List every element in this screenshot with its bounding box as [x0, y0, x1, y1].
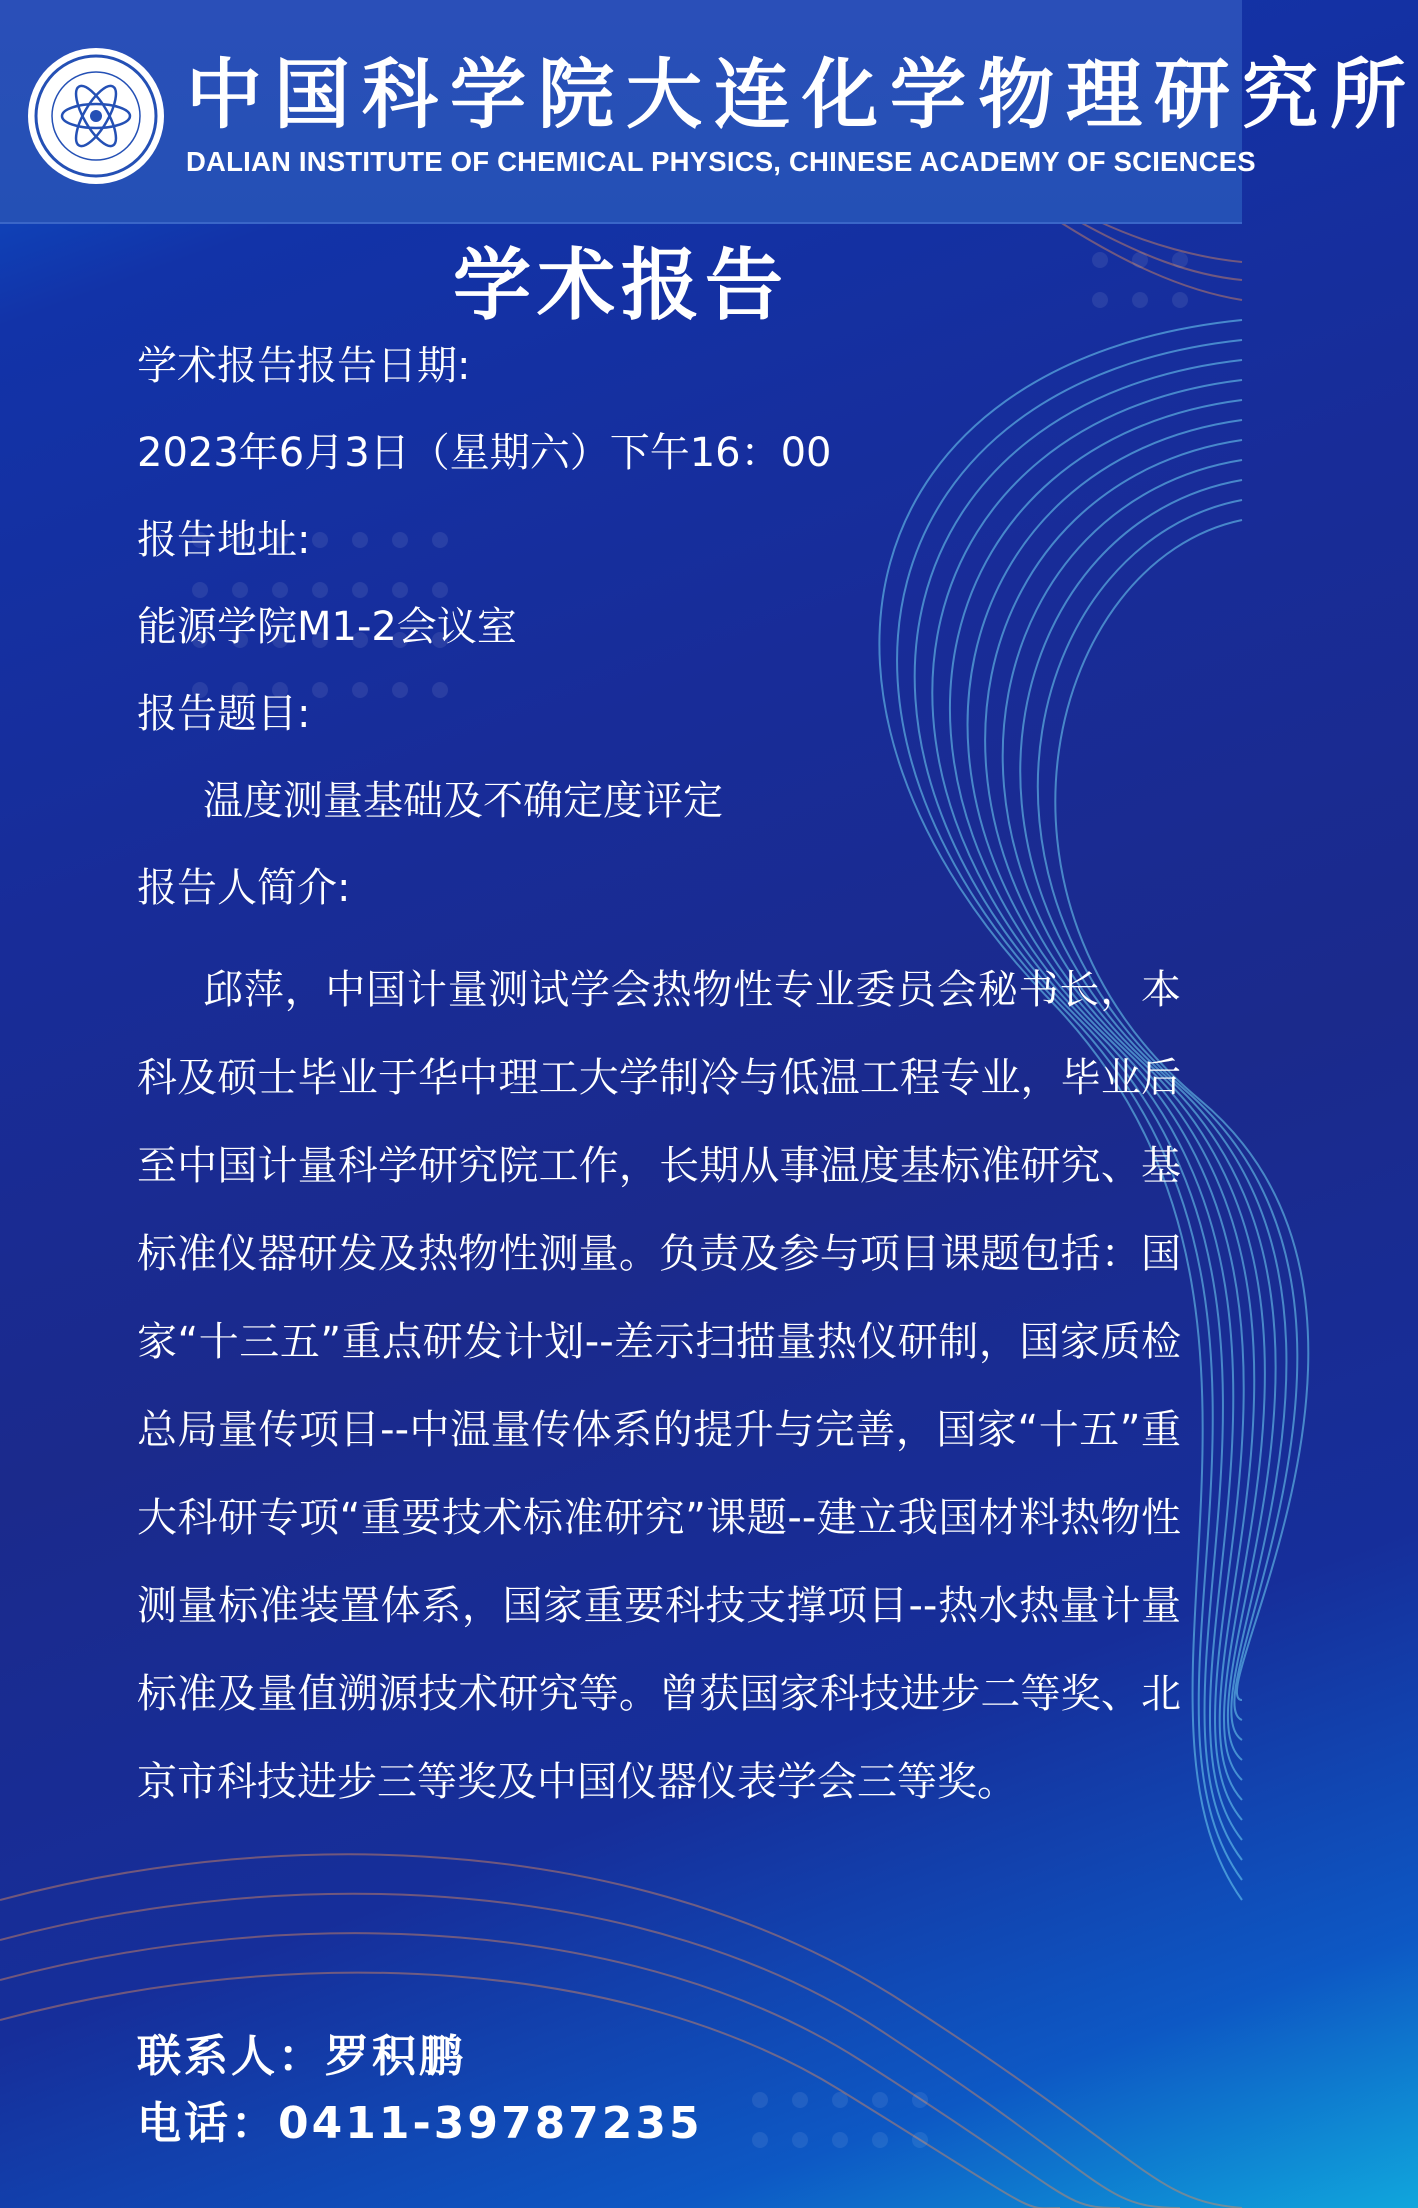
date-value: 2023年6月3日（星期六）下午16：00	[137, 430, 832, 476]
topic-value: 温度测量基础及不确定度评定	[203, 778, 723, 824]
speaker-label: 报告人简介:	[137, 865, 351, 911]
page-title: 学术报告	[452, 241, 789, 331]
speaker-bio: 邱萍，中国计量测试学会热物性专业委员会秘书长，本科及硕士毕业于华中理工大学制冷与低温工程专业，毕业后至中国计量科学研究院工作，长期从事温度基标准研究、基标准仪器研发及热物性测量。负责及参与项目课题包括：国家“十三五”重点研发计划--差示扫描量热仪研制，国家质检总局量传项目--中温量传体系的提升与完善，国家“十五”重大科研专项“重要技术标准研究”课题--建立我国材料热物性测量标准装置体系，国家重要科技支撑项目--热水热量计量标准及量值溯源技术研究等。曾获国家科技进步二等奖、北京市科技进步三等奖及中国仪器仪表学会三等奖。	[137, 967, 1181, 1805]
contact-person: 联系人：罗积鹏	[137, 2031, 466, 2082]
date-label: 学术报告报告日期:	[137, 343, 471, 389]
location-value: 能源学院M1-2会议室	[137, 604, 517, 650]
dicp-atom-logo-icon	[24, 44, 168, 188]
institute-name-chinese: 中国科学院大连化学物理研究所	[186, 50, 1418, 139]
institute-header-banner	[0, 0, 1418, 224]
location-label: 报告地址:	[137, 517, 311, 563]
topic-label: 报告题目:	[137, 691, 311, 737]
institute-name-english: DALIAN INSTITUTE OF CHEMICAL PHYSICS, CHINESE ACADEMY OF SCIENCES	[186, 146, 1256, 177]
contact-phone: 电话：0411-39787235	[137, 2098, 703, 2149]
